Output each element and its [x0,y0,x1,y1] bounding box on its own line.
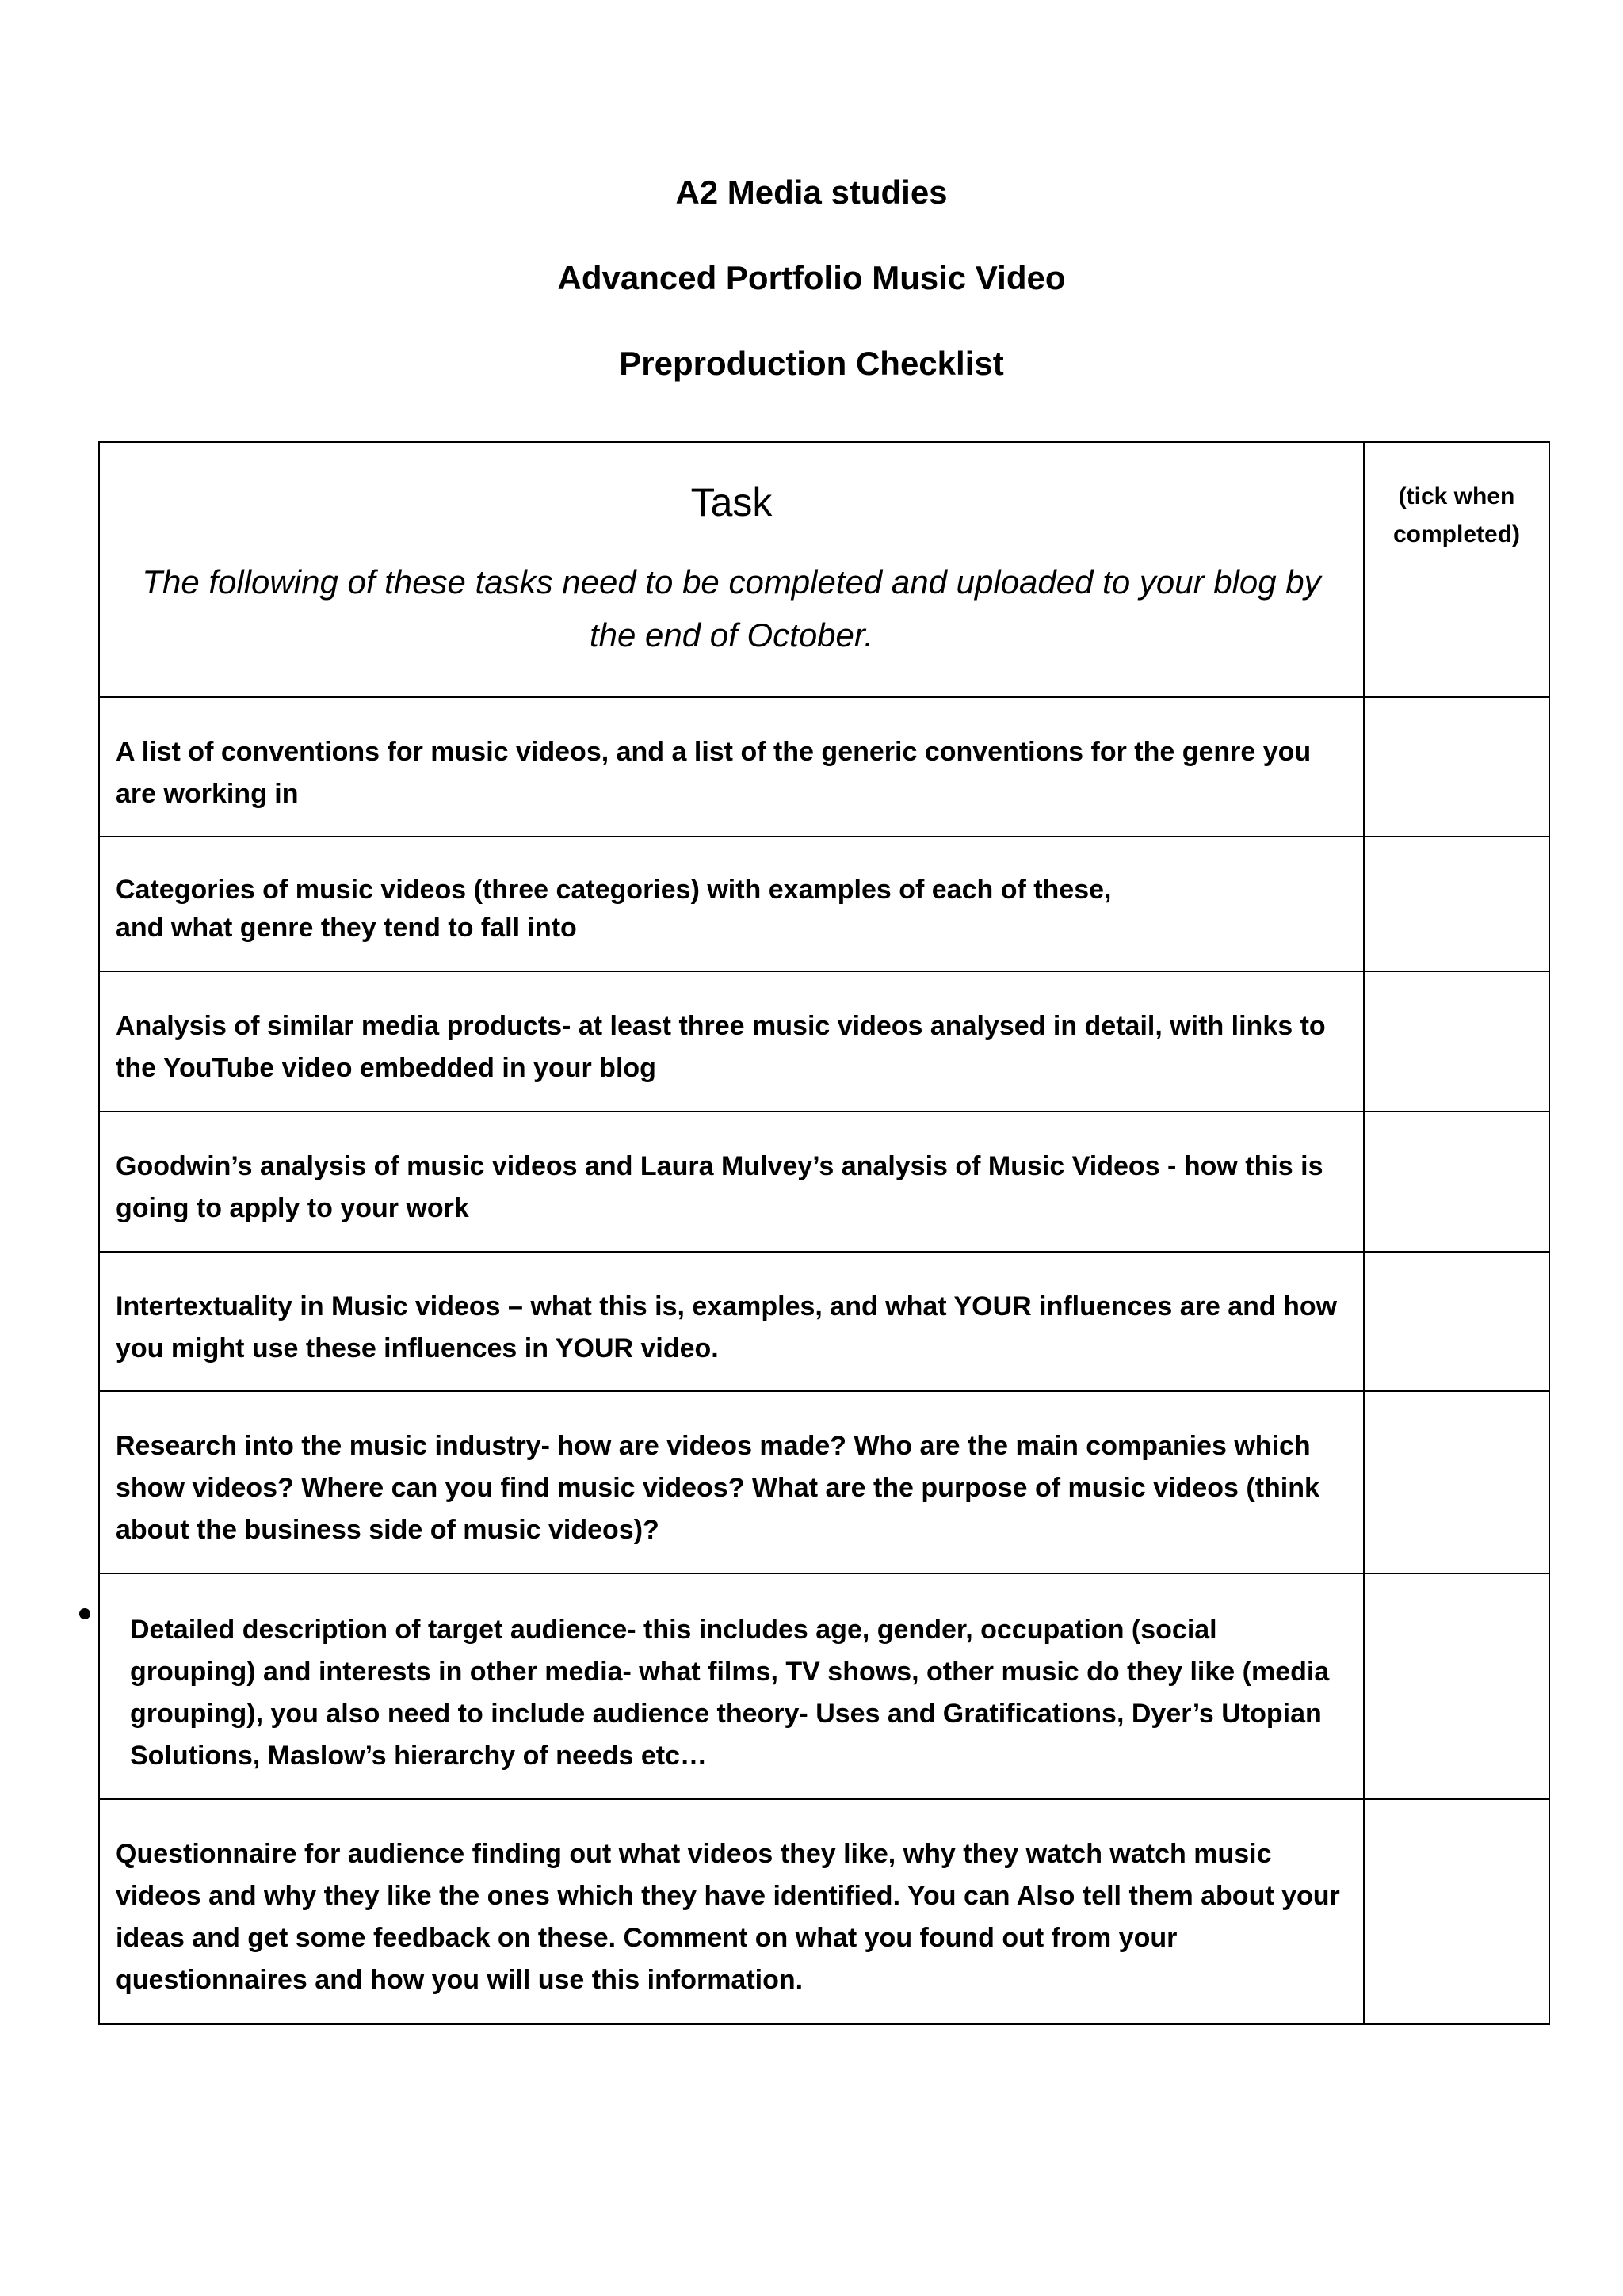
tick-header-cell [1364,442,1549,697]
task-text: Categories of music videos (three categories) with examples of each of these, and what genre they tend to fall into [116,875,1112,943]
checklist-table [98,441,1550,2025]
document-subtitle: Advanced Portfolio Music Video [557,259,1066,296]
task-cell [99,1573,1364,1799]
document-title: A2 Media studies [675,174,948,211]
task-text: Analysis of similar media products- at least three music videos analysed in detail, with links to the YouTube video embedded in your blog [116,1011,1326,1083]
document-section-title: Preproduction Checklist [619,345,1004,382]
tick-cell[interactable] [1364,1573,1549,1799]
task-text: Detailed description of target audience- this includes age, gender, occupation (social grouping) and interests in other media- what films, TV shows, other music do they like (media grouping), you also need to include audience theory- Uses and Gratifications, Dyer’s Utopian Solutions, Maslow’s hierarchy of needs etc… [130,1615,1330,1771]
task-text: Questionnaire for audience finding out what videos they like, why they watch watch music videos and why they like the ones which they have identified. You can Also tell them about your ideas and get some feedback on these. Comment on what you found out from your questionnaires and how you will use this information. [116,1839,1340,1995]
table-row [99,971,1549,1112]
table-row [99,1391,1549,1573]
bullet-point-icon [79,1608,90,1619]
tick-cell[interactable] [1364,1112,1549,1252]
task-cell [99,1799,1364,2024]
task-header: Task [690,480,773,524]
tick-header: (tick when completed) [1392,483,1521,547]
task-cell [99,1252,1364,1391]
table-row [99,1112,1549,1252]
table-row [99,1573,1549,1799]
table-row [99,697,1549,837]
task-text: Intertextuality in Music videos – what this is, examples, and what YOUR influences are and how you might use these influences in YOUR video. [116,1291,1338,1363]
table-header-row [99,442,1549,697]
task-cell [99,971,1364,1112]
task-instructions: The following of these tasks need to be completed and uploaded to your blog by the end of October. [142,563,1321,654]
tick-cell[interactable] [1364,1391,1549,1573]
tick-cell[interactable] [1364,697,1549,837]
table-row [99,837,1549,971]
table-row [99,1252,1549,1391]
tick-cell[interactable] [1364,971,1549,1112]
task-cell [99,837,1364,971]
table-row [99,1799,1549,2024]
task-text: Research into the music industry- how are videos made? Who are the main companies which show videos? Where can you find music videos? What are the purpose of music videos (think about the business side of music videos)? [116,1431,1319,1545]
task-header-cell [99,442,1364,697]
tick-cell[interactable] [1364,837,1549,971]
task-cell [99,1391,1364,1573]
task-text: A list of conventions for music videos, and a list of the generic conventions for the genre you are working in [116,737,1312,809]
task-text: Goodwin’s analysis of music videos and Laura Mulvey’s analysis of Music Videos - how this is going to apply to your work [116,1151,1323,1223]
task-cell [99,1112,1364,1252]
task-cell [99,697,1364,837]
tick-cell[interactable] [1364,1799,1549,2024]
tick-cell[interactable] [1364,1252,1549,1391]
